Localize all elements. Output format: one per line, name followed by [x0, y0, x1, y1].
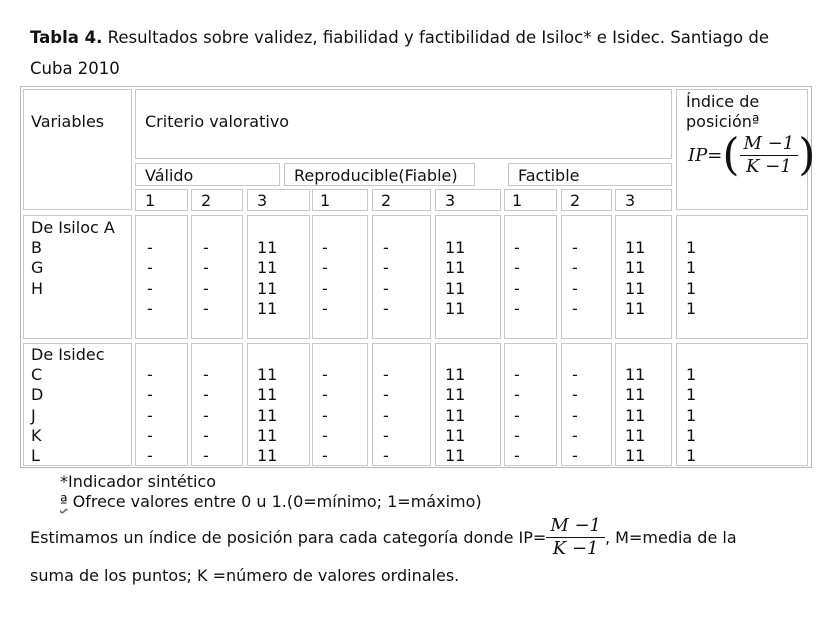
subheader: 1 — [320, 191, 331, 210]
formula-equals: = — [707, 145, 723, 166]
subheader: 1 — [145, 191, 156, 210]
data-value: - — [203, 298, 209, 318]
data-value: 11 — [257, 238, 278, 257]
formula-left-paren: ( — [722, 129, 740, 181]
data-value: - — [322, 425, 328, 445]
data-value: - — [203, 385, 209, 405]
data-value: - — [147, 425, 153, 445]
data-value: 11 — [445, 298, 466, 318]
data-value: - — [383, 298, 389, 318]
data-value: - — [147, 298, 153, 318]
header-indice-line2: posiciónª — [686, 112, 760, 131]
data-value: 11 — [625, 298, 646, 318]
data-value: - — [572, 405, 578, 425]
data-value: 11 — [257, 385, 278, 405]
data-value: - — [572, 278, 578, 298]
footnote-ofrece — [60, 492, 482, 511]
data-value: 11 — [257, 298, 278, 318]
group-reproducible: Reproducible(Fiable) — [294, 166, 458, 185]
formula-numerator: M −1 — [740, 133, 799, 156]
header-variables-cell — [23, 89, 132, 210]
header-indice-line1: Índice de — [686, 92, 760, 111]
data-value: - — [514, 298, 520, 318]
data-value: - — [322, 278, 328, 298]
data-value: 1 — [686, 385, 697, 405]
data-value: 11 — [257, 425, 278, 445]
data-value: - — [383, 425, 389, 445]
data-value: 1 — [686, 405, 697, 425]
data-value: 11 — [445, 278, 466, 298]
data-value: 11 — [257, 278, 278, 298]
data-value: - — [383, 385, 389, 405]
data-value: - — [147, 405, 153, 425]
data-value: - — [203, 365, 209, 384]
data-value: 11 — [625, 385, 646, 405]
data-cell — [135, 343, 188, 466]
data-cell — [312, 343, 368, 466]
data-value: 11 — [625, 365, 646, 384]
data-value: - — [322, 365, 328, 384]
data-value: - — [147, 258, 153, 278]
data-value: - — [322, 298, 328, 318]
data-value: - — [147, 278, 153, 298]
paragraph-line2: suma de los puntos; K =número de valores ordinales. — [30, 566, 460, 585]
data-value: 1 — [686, 365, 697, 384]
paragraph-denominator: K −1 — [552, 537, 599, 559]
data-value: - — [572, 425, 578, 445]
data-value: - — [514, 405, 520, 425]
data-value: - — [203, 238, 209, 257]
data-value: 11 — [445, 258, 466, 278]
data-value: - — [203, 425, 209, 445]
data-value: 11 — [445, 425, 466, 445]
table-caption — [30, 22, 800, 84]
data-value: 11 — [625, 258, 646, 278]
data-value: 11 — [445, 446, 466, 466]
data-value: 1 — [686, 238, 697, 257]
data-value: 1 — [686, 425, 697, 445]
data-value: 1 — [686, 278, 697, 298]
data-value: 11 — [625, 446, 646, 466]
subheader: 2 — [201, 191, 212, 210]
data-value: - — [383, 365, 389, 384]
data-value: 11 — [625, 238, 646, 257]
data-value: - — [383, 258, 389, 278]
data-value: - — [203, 446, 209, 466]
data-cell — [372, 343, 431, 466]
data-value: - — [322, 405, 328, 425]
formula-lhs: IP — [688, 145, 708, 166]
footnote-indicador: *Indicador sintético — [60, 472, 217, 491]
data-value: - — [383, 446, 389, 466]
paragraph-fraction — [546, 515, 605, 560]
subheader: 2 — [381, 191, 392, 210]
data-value: - — [203, 278, 209, 298]
subheader-cell — [191, 189, 243, 211]
data-value: 1 — [686, 258, 697, 278]
subheader: 3 — [625, 191, 636, 210]
data-value: - — [147, 385, 153, 405]
data-value: 11 — [445, 405, 466, 425]
data-cell — [561, 215, 612, 339]
data-value: - — [322, 258, 328, 278]
data-value: - — [514, 365, 520, 384]
data-value: - — [514, 258, 520, 278]
data-value: - — [514, 446, 520, 466]
data-value: - — [572, 258, 578, 278]
paragraph-before: Estimamos un índice de posición para cada categoría donde IP= — [30, 527, 547, 547]
group-valido: Válido — [145, 166, 194, 185]
data-cell — [561, 343, 612, 466]
subheader: 2 — [570, 191, 581, 210]
data-value: 11 — [257, 258, 278, 278]
subheader-cell — [135, 189, 188, 211]
caption-text: Resultados sobre validez, fiabilidad y factibilidad de Isiloc* e Isidec. Santiago de Cuba 2010 — [30, 28, 769, 78]
data-value: - — [147, 365, 153, 384]
data-value: - — [203, 258, 209, 278]
data-cell — [135, 215, 188, 339]
data-cell — [312, 215, 368, 339]
header-formula — [688, 129, 816, 183]
data-value: 11 — [625, 425, 646, 445]
paragraph-after: , M=media de la — [605, 527, 737, 547]
data-value: 11 — [625, 278, 646, 298]
group-factible: Factible — [518, 166, 580, 185]
data-value: - — [383, 405, 389, 425]
data-value: - — [147, 446, 153, 466]
data-value: - — [572, 446, 578, 466]
paragraph-numerator: M −1 — [546, 515, 605, 538]
section-name: De Isidec — [31, 345, 105, 364]
footnote-mark: ª — [60, 492, 68, 511]
data-value: - — [322, 446, 328, 466]
data-value: 11 — [445, 365, 466, 384]
footnote-ofrece-text: Ofrece valores entre 0 u 1.(0=mínimo; 1=máximo) — [67, 492, 482, 511]
formula-fraction — [740, 133, 799, 178]
data-value: - — [383, 278, 389, 298]
data-cell — [372, 215, 431, 339]
data-cell — [191, 343, 243, 466]
data-cell — [191, 215, 243, 339]
section-row-labels: B G H — [31, 238, 44, 298]
data-value: - — [514, 385, 520, 405]
subheader-cell — [561, 189, 612, 211]
data-value: - — [203, 405, 209, 425]
paragraph-line1 — [30, 510, 737, 564]
section-name: De Isiloc A — [31, 218, 115, 237]
formula-right-paren: ) — [798, 129, 816, 181]
data-value: 11 — [445, 385, 466, 405]
data-cell — [504, 343, 557, 466]
header-criterio: Criterio valorativo — [145, 112, 290, 131]
subheader: 3 — [445, 191, 456, 210]
data-value: 11 — [257, 405, 278, 425]
data-value: - — [514, 278, 520, 298]
data-value: 11 — [625, 405, 646, 425]
data-cell — [504, 215, 557, 339]
subheader: 1 — [512, 191, 523, 210]
header-variables: Variables — [31, 112, 105, 131]
data-value: - — [572, 238, 578, 257]
data-value: - — [322, 238, 328, 257]
data-value: 11 — [257, 365, 278, 384]
data-value: - — [514, 425, 520, 445]
data-value: 11 — [257, 446, 278, 466]
subheader: 3 — [257, 191, 268, 210]
data-value: - — [322, 385, 328, 405]
data-value: - — [572, 365, 578, 384]
data-value: - — [383, 238, 389, 257]
data-value: - — [514, 238, 520, 257]
data-value: 1 — [686, 446, 697, 466]
caption-label: Tabla 4. — [30, 28, 103, 47]
subheader-cell — [615, 189, 672, 211]
data-value: - — [572, 385, 578, 405]
data-value: - — [572, 298, 578, 318]
data-value: 1 — [686, 298, 697, 318]
formula-denominator: K −1 — [745, 156, 792, 177]
data-value: 11 — [445, 238, 466, 257]
section-row-labels: C D J K L — [31, 365, 44, 466]
data-value: - — [147, 238, 153, 257]
